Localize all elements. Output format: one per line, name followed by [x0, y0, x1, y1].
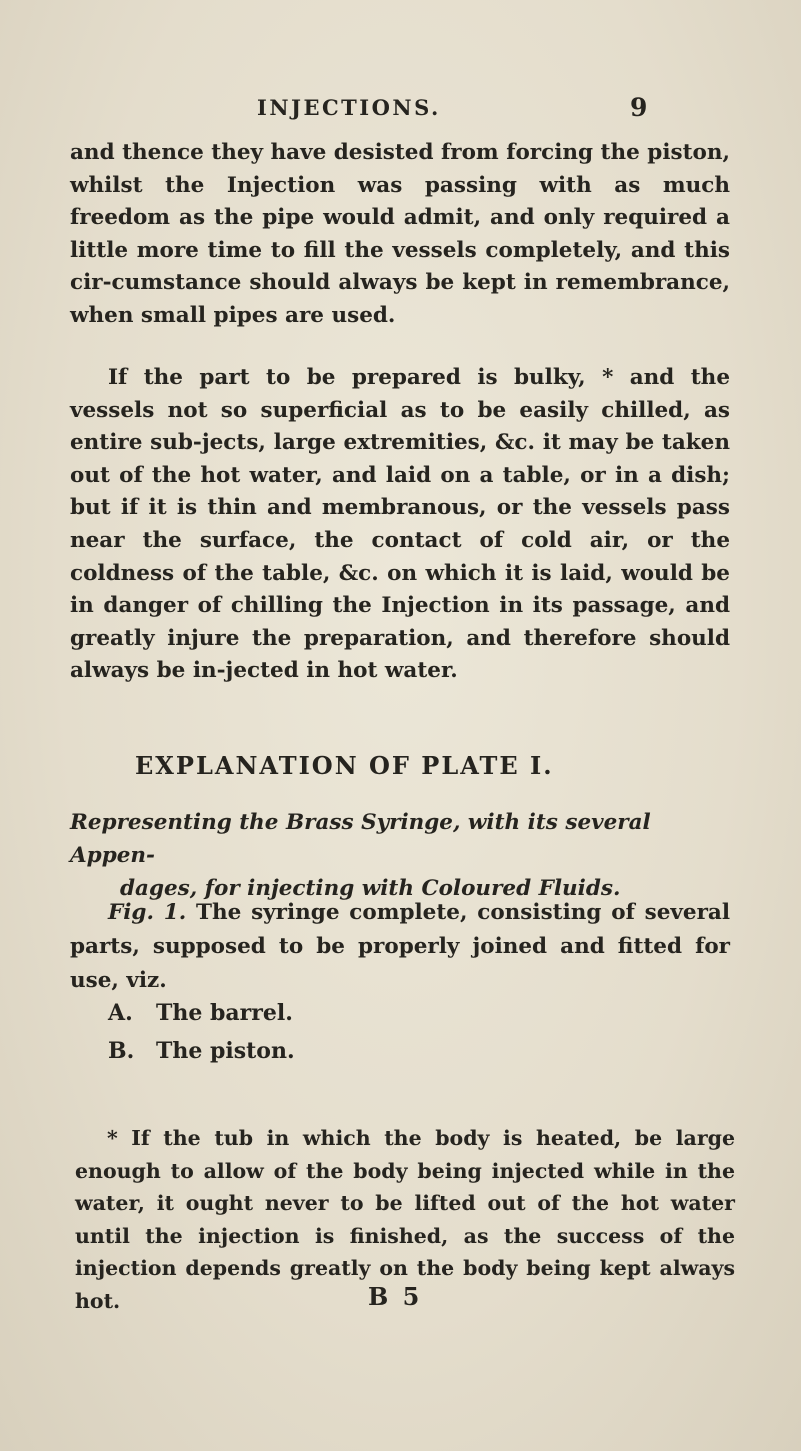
page-header [0, 95, 801, 135]
page-number: 9 [630, 93, 648, 122]
plate-subtitle [70, 806, 730, 905]
figure-label: Fig. 1. [108, 900, 187, 925]
footnote: * If the tub in which the body is heated, be large enough to allow of the body being injected while in the water, it ought never to be lifted out of the hot water until the injection is finished, as the success of the injection depends greatly on the body being kept always hot. [75, 1126, 735, 1313]
plate-subtitle-line-2: dages, for injecting with Coloured Fluids. [120, 876, 621, 901]
item-letter: A. [108, 1000, 133, 1026]
item-text: The barrel. [156, 1000, 293, 1026]
figure-description [70, 896, 730, 998]
item-text: The piston. [156, 1038, 295, 1064]
paragraph-2: If the part to be prepared is bulky, * and the vessels not so superficial as to be easily chilled, as entire sub-jects, large extremities, &c. it may be taken out of the hot water, and laid on a table, or in a dish; but if it is thin and membranous, or the vessels pass near the surface, the contact of cold air, or the coldness of the table, &c. on which it is laid, would be in danger of chilling the Injection in its passage, and greatly injure the preparation, and therefore should always be in-jected in hot water. [70, 365, 730, 684]
figure-text: The syringe complete, consisting of several parts, supposed to be properly joined and fitted for use, viz. [70, 900, 730, 993]
item-letter: B. [108, 1038, 135, 1064]
plate-title: EXPLANATION OF PLATE I. [135, 751, 554, 780]
plate-subtitle-line-1: Representing the Brass Syringe, with its several Appen- [70, 810, 651, 868]
running-head: INJECTIONS. [257, 95, 441, 120]
signature-mark: B 5 [368, 1282, 423, 1311]
plate-item-a [108, 1000, 293, 1026]
paragraph-1: and thence they have desisted from forcing the piston, whilst the Injection was passing with as much freedom as the pipe would admit, and only required a little more time to fill the vessels completely, and this cir-cumstance should always be kept in remembrance, when small pipes are used. [70, 140, 730, 328]
plate-item-b [108, 1038, 295, 1064]
